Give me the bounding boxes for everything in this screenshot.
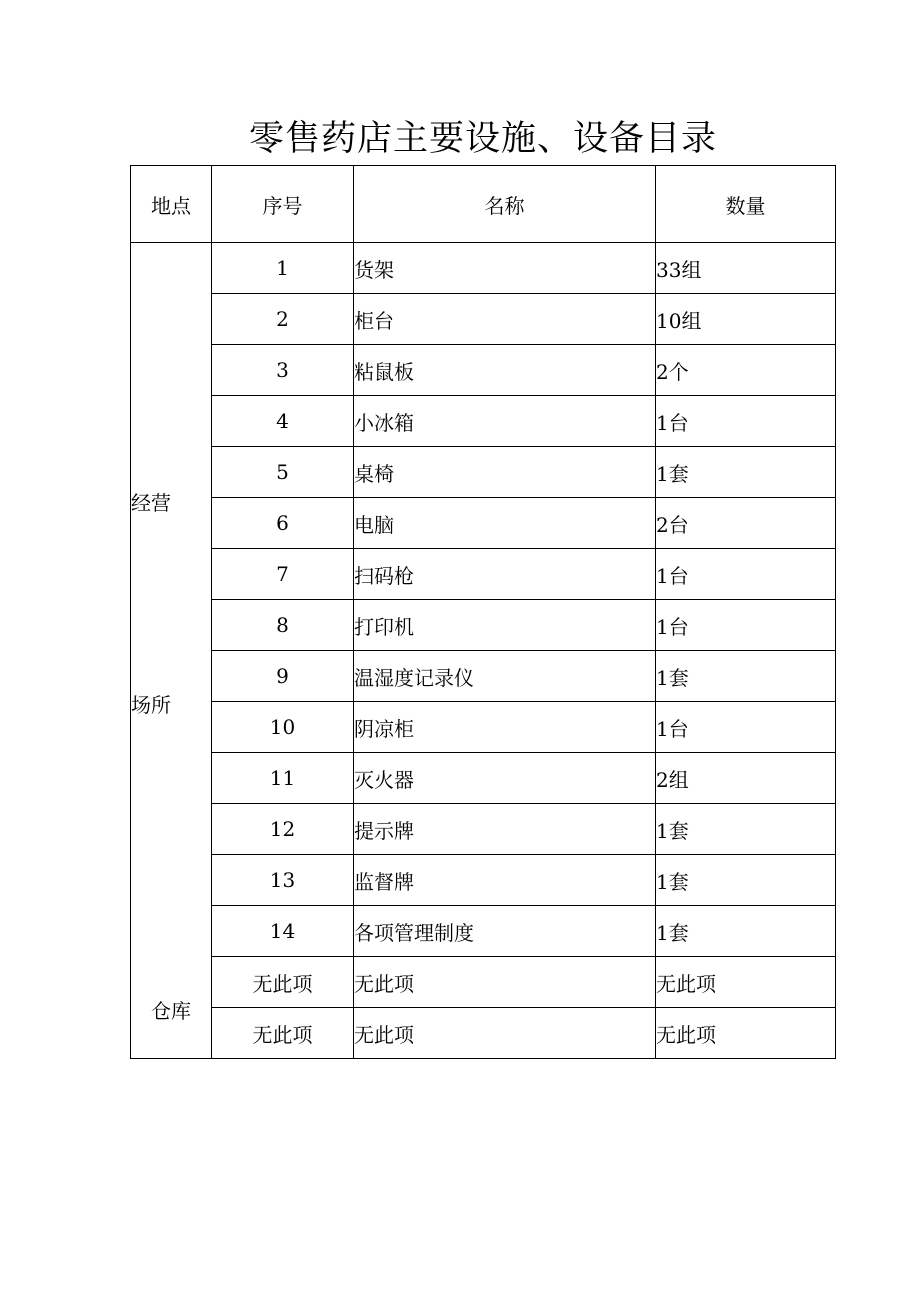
qty-cell: 1套	[656, 651, 836, 702]
table-row	[131, 447, 836, 498]
header-seq: 序号	[212, 166, 354, 243]
qty-cell: 1套	[656, 447, 836, 498]
seq-cell: 8	[212, 600, 354, 651]
location-label: 仓库	[151, 999, 191, 1023]
name-cell: 提示牌	[354, 804, 656, 855]
seq-cell: 10	[212, 702, 354, 753]
document-title: 零售药店主要设施、设备目录	[248, 119, 717, 159]
header-qty: 数量	[656, 166, 836, 243]
location-label: 场所	[131, 693, 171, 717]
seq-cell: 6	[212, 498, 354, 549]
name-cell: 监督牌	[354, 855, 656, 906]
name-cell: 扫码枪	[354, 549, 656, 600]
name-cell: 无此项	[354, 1008, 656, 1059]
qty-cell: 1套	[656, 906, 836, 957]
table-row	[131, 855, 836, 906]
table-row	[131, 294, 836, 345]
qty-cell: 2组	[656, 753, 836, 804]
name-cell: 电脑	[354, 498, 656, 549]
seq-cell: 14	[212, 906, 354, 957]
qty-cell: 10组	[656, 294, 836, 345]
name-cell: 柜台	[354, 294, 656, 345]
qty-cell: 33组	[656, 243, 836, 294]
qty-cell: 2台	[656, 498, 836, 549]
seq-cell: 1	[212, 243, 354, 294]
name-cell: 货架	[354, 243, 656, 294]
seq-cell: 3	[212, 345, 354, 396]
table-row	[131, 651, 836, 702]
seq-cell: 无此项	[212, 957, 354, 1008]
table-row	[131, 549, 836, 600]
table-row	[131, 1008, 836, 1059]
seq-cell: 12	[212, 804, 354, 855]
seq-cell: 13	[212, 855, 354, 906]
name-cell: 桌椅	[354, 447, 656, 498]
name-cell: 粘鼠板	[354, 345, 656, 396]
qty-cell: 1台	[656, 396, 836, 447]
seq-cell: 11	[212, 753, 354, 804]
qty-cell: 无此项	[656, 957, 836, 1008]
qty-cell: 1套	[656, 804, 836, 855]
table-row	[131, 957, 836, 1008]
equipment-table	[130, 165, 836, 1059]
table-row	[131, 345, 836, 396]
table-row	[131, 243, 836, 294]
name-cell: 各项管理制度	[354, 906, 656, 957]
name-cell: 阴凉柜	[354, 702, 656, 753]
qty-cell: 1台	[656, 549, 836, 600]
location-cell	[131, 243, 212, 1059]
seq-cell: 5	[212, 447, 354, 498]
qty-cell: 1台	[656, 702, 836, 753]
table-row	[131, 396, 836, 447]
header-name: 名称	[354, 166, 656, 243]
name-cell: 打印机	[354, 600, 656, 651]
table-header-row	[131, 166, 836, 243]
qty-cell: 1套	[656, 855, 836, 906]
table-row	[131, 600, 836, 651]
name-cell: 温湿度记录仪	[354, 651, 656, 702]
name-cell: 无此项	[354, 957, 656, 1008]
seq-cell: 4	[212, 396, 354, 447]
name-cell: 灭火器	[354, 753, 656, 804]
table-row	[131, 804, 836, 855]
table-row	[131, 906, 836, 957]
qty-cell: 1台	[656, 600, 836, 651]
seq-cell: 2	[212, 294, 354, 345]
table-row	[131, 753, 836, 804]
name-cell: 小冰箱	[354, 396, 656, 447]
header-location: 地点	[131, 166, 212, 243]
seq-cell: 无此项	[212, 1008, 354, 1059]
seq-cell: 9	[212, 651, 354, 702]
location-label: 经营	[131, 491, 171, 515]
qty-cell: 无此项	[656, 1008, 836, 1059]
table-row	[131, 702, 836, 753]
table-row	[131, 498, 836, 549]
seq-cell: 7	[212, 549, 354, 600]
qty-cell: 2个	[656, 345, 836, 396]
